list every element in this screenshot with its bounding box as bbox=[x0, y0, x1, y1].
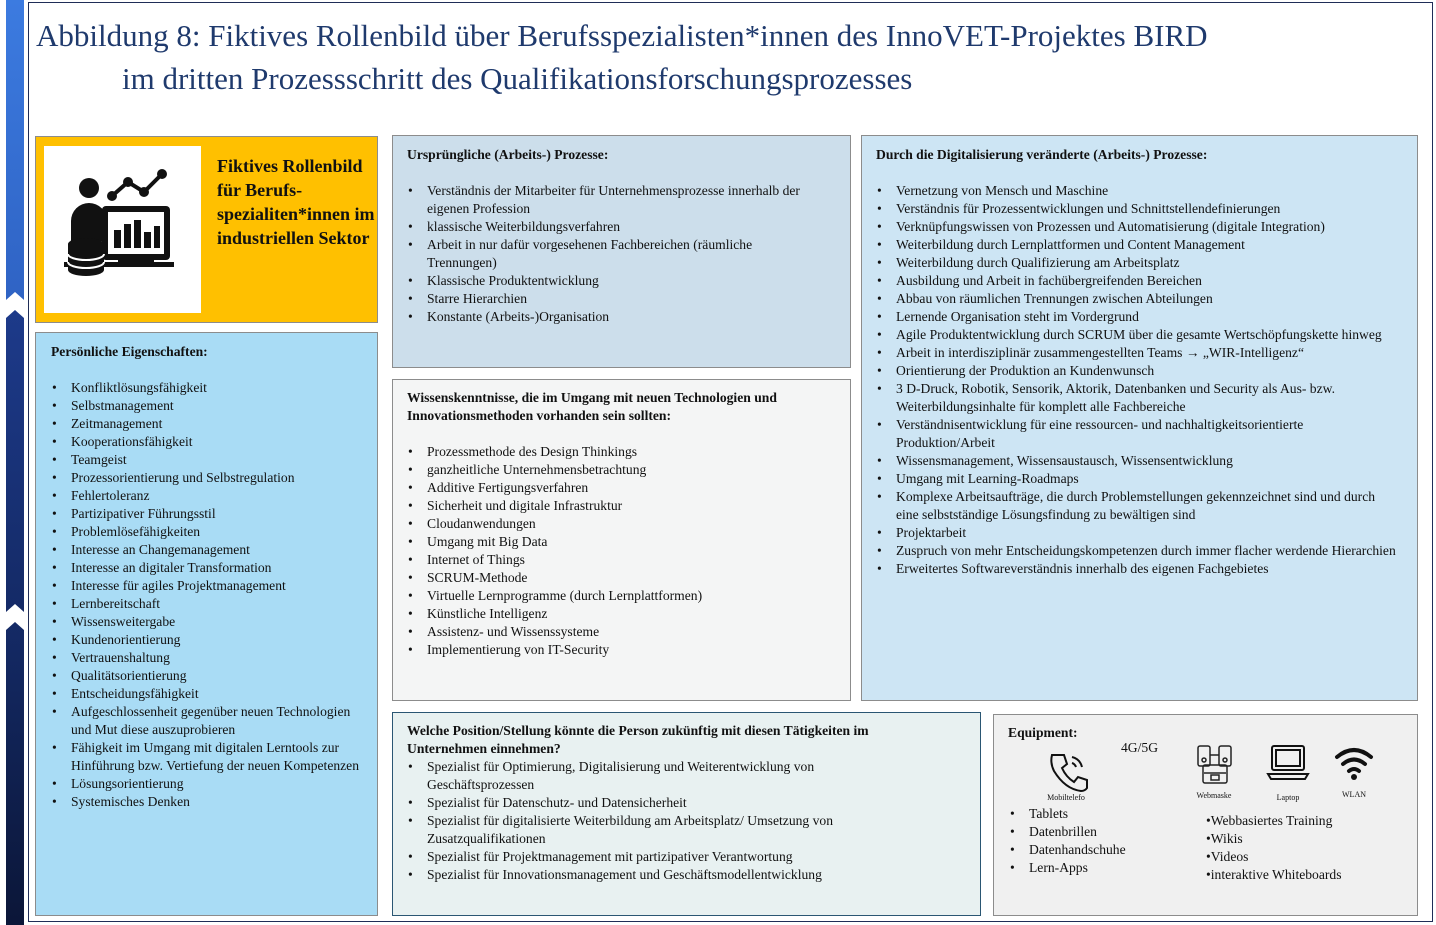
list-item: • Problemlösefähigkeiten bbox=[51, 523, 377, 541]
list-item: • klassische Weiterbildungsverfahren bbox=[407, 218, 817, 236]
list-item: • Verständnis der Mitarbeiter für Unternehmensprozesse innerhalb der eigenen Profession bbox=[407, 182, 817, 218]
digital-heading: Durch die Digitalisierung veränderte (Arbeits-) Prozesse: bbox=[876, 147, 1208, 162]
list-item: • Konstante (Arbeits-)Organisation bbox=[407, 308, 817, 326]
knowledge-box bbox=[392, 379, 851, 701]
list-item: • Spezialist für Innovationsmanagement und Geschäftsmodellentwicklung bbox=[407, 866, 887, 884]
title-line-1: Abbildung 8: Fiktives Rollenbild über Berufsspezialisten*innen des InnoVET-Projektes BIRD bbox=[36, 18, 1208, 53]
list-item: • Datenhandschuhe bbox=[1009, 841, 1189, 859]
position-list bbox=[407, 758, 887, 884]
list-item: • Cloudanwendungen bbox=[407, 515, 850, 533]
role-icon-frame bbox=[44, 146, 201, 313]
list-item: • Künstliche Intelligenz bbox=[407, 605, 850, 623]
page-title bbox=[36, 14, 1426, 100]
role-title: Fiktives Rollenbild für Berufs-spezialiten*innen im industriellen Sektor bbox=[217, 156, 375, 248]
list-item: • Fehlertoleranz bbox=[51, 487, 377, 505]
list-item: • Wissensweitergabe bbox=[51, 613, 377, 631]
list-item: • Datenbrillen bbox=[1009, 823, 1189, 841]
webmask-icon bbox=[1195, 743, 1235, 787]
list-item: •Videos bbox=[1206, 849, 1249, 864]
list-item: •Wikis bbox=[1206, 831, 1243, 846]
list-item: • Umgang mit Big Data bbox=[407, 533, 850, 551]
list-item: • Wissensmanagement, Wissensaustausch, Wissensentwicklung bbox=[876, 452, 1396, 470]
list-item: • Komplexe Arbeitsaufträge, die durch Problemstellungen gekennzeichnet sind und durch eine selbstständige Lösungsfindung zu bewältigen sind bbox=[876, 488, 1396, 524]
original-processes-box bbox=[392, 135, 851, 368]
sidebar-arrow-3 bbox=[6, 622, 24, 925]
network-label: 4G/5G bbox=[1121, 740, 1159, 755]
list-item: • Vernetzung von Mensch und Maschine bbox=[876, 182, 1396, 200]
position-box bbox=[392, 712, 981, 916]
list-item: • Abbau von räumlichen Trennungen zwischen Abteilungen bbox=[876, 290, 1396, 308]
list-item: • Spezialist für Projektmanagement mit partizipativer Verantwortung bbox=[407, 848, 887, 866]
role-box bbox=[35, 136, 378, 323]
phone-label: Mobiltelefo bbox=[1047, 793, 1085, 802]
list-item: • Vertrauenshaltung bbox=[51, 649, 377, 667]
list-item: • Interesse an digitaler Transformation bbox=[51, 559, 377, 577]
analyst-at-dashboard-icon bbox=[44, 146, 201, 313]
personal-list bbox=[51, 379, 377, 811]
original-heading: Ursprüngliche (Arbeits-) Prozesse: bbox=[407, 147, 609, 162]
list-item: • Prozessorientierung und Selbstregulation bbox=[51, 469, 377, 487]
equipment-list-media bbox=[1206, 812, 1406, 884]
list-item: • Partizipativer Führungsstil bbox=[51, 505, 377, 523]
title-line-2: im dritten Prozessschritt des Qualifikationsforschungsprozesses bbox=[122, 61, 913, 96]
list-item: • Weiterbildung durch Lernplattformen und Content Management bbox=[876, 236, 1396, 254]
list-item: • Verständnisentwicklung für eine ressourcen- und nachhaltigkeitsorientierte Produktion/Arbeit bbox=[876, 416, 1396, 452]
list-item: • Spezialist für digitalisierte Weiterbildung am Arbeitsplatz/ Umsetzung von Zusatzqualifikationen bbox=[407, 812, 887, 848]
list-item: • Lern-Apps bbox=[1009, 859, 1189, 877]
list-item: • Lernbereitschaft bbox=[51, 595, 377, 613]
webmask-label: Webmaske bbox=[1196, 791, 1232, 800]
laptop-icon bbox=[1266, 743, 1310, 783]
list-item: • Sicherheit und digitale Infrastruktur bbox=[407, 497, 850, 515]
knowledge-list bbox=[407, 443, 850, 659]
list-item: • Selbstmanagement bbox=[51, 397, 377, 415]
list-item: • Starre Hierarchien bbox=[407, 290, 817, 308]
phone-icon bbox=[1048, 751, 1088, 793]
list-item: • Fähigkeit im Umgang mit digitalen Lerntools zur Hinführung bzw. Vertiefung der neuen Kompetenzen bbox=[51, 739, 361, 775]
list-item: • Prozessmethode des Design Thinkings bbox=[407, 443, 850, 461]
wifi-label: WLAN bbox=[1342, 790, 1366, 799]
sidebar-arrow-1 bbox=[6, 0, 24, 300]
list-item: • Verknüpfungswissen von Prozessen und Automatisierung (digitale Integration) bbox=[876, 218, 1396, 236]
list-item: • Ausbildung und Arbeit in fachübergreifenden Bereichen bbox=[876, 272, 1396, 290]
list-item: • ganzheitliche Unternehmensbetrachtung bbox=[407, 461, 850, 479]
laptop-label: Laptop bbox=[1276, 793, 1300, 802]
list-item: • Spezialist für Optimierung, Digitalisierung und Weiterentwicklung von Geschäftsprozessen bbox=[407, 758, 887, 794]
list-item: • Weiterbildung durch Qualifizierung am Arbeitsplatz bbox=[876, 254, 1396, 272]
list-item: •interaktive Whiteboards bbox=[1206, 867, 1342, 882]
digital-list bbox=[876, 182, 1396, 578]
original-list bbox=[407, 182, 817, 326]
list-item: • Assistenz- und Wissenssysteme bbox=[407, 623, 850, 641]
list-item: • Orientierung der Produktion an Kundenwunsch bbox=[876, 362, 1396, 380]
list-item: • Verständnis für Prozessentwicklungen und Schnittstellendefinierungen bbox=[876, 200, 1396, 218]
list-item: • Interesse für agiles Projektmanagement bbox=[51, 577, 377, 595]
position-heading: Welche Position/Stellung könnte die Person zukünftig mit diesen Tätigkeiten im Unternehmen einnehmen? bbox=[407, 723, 869, 756]
wifi-icon bbox=[1333, 743, 1375, 781]
list-item: • Implementierung von IT-Security bbox=[407, 641, 850, 659]
list-item: • Kundenorientierung bbox=[51, 631, 377, 649]
equipment-box bbox=[993, 714, 1418, 916]
personal-traits-box bbox=[35, 332, 378, 916]
list-item: • Teamgeist bbox=[51, 451, 377, 469]
equipment-heading: Equipment: bbox=[1008, 725, 1078, 740]
list-item: • Arbeit in interdisziplinär zusammengestellten Teams → „WIR-Intelligenz“ bbox=[876, 344, 1396, 362]
list-item: • Projektarbeit bbox=[876, 524, 1396, 542]
list-item: • Arbeit in nur dafür vorgesehenen Fachbereichen (räumliche Trennungen) bbox=[407, 236, 817, 272]
list-item: • Aufgeschlossenheit gegenüber neuen Technologien und Mut diese auszuprobieren bbox=[51, 703, 361, 739]
list-item: • Kooperationsfähigkeit bbox=[51, 433, 377, 451]
list-item: • Additive Fertigungsverfahren bbox=[407, 479, 850, 497]
equipment-list-devices bbox=[1009, 805, 1189, 877]
list-item: • Systemisches Denken bbox=[51, 793, 377, 811]
list-item: • SCRUM-Methode bbox=[407, 569, 850, 587]
list-item: • Lösungsorientierung bbox=[51, 775, 377, 793]
list-item: • Erweitertes Softwareverständnis innerhalb des eigenen Fachgebietes bbox=[876, 560, 1396, 578]
list-item: • Zeitmanagement bbox=[51, 415, 377, 433]
digital-processes-box bbox=[861, 135, 1418, 701]
list-item: • Konfliktlösungsfähigkeit bbox=[51, 379, 377, 397]
knowledge-heading: Wissenskenntnisse, die im Umgang mit neuen Technologien und Innovationsmethoden vorhanden sein sollten: bbox=[407, 390, 777, 423]
list-item: •Webbasiertes Training bbox=[1206, 813, 1333, 828]
list-item: • Klassische Produktentwicklung bbox=[407, 272, 817, 290]
list-item: • Interesse an Changemanagement bbox=[51, 541, 377, 559]
list-item: • Qualitätsorientierung bbox=[51, 667, 377, 685]
sidebar-arrow-2 bbox=[6, 310, 24, 612]
list-item: • Zuspruch von mehr Entscheidungskompetenzen durch immer flacher werdende Hierarchien bbox=[876, 542, 1396, 560]
list-item: • Entscheidungsfähigkeit bbox=[51, 685, 377, 703]
list-item: • Internet of Things bbox=[407, 551, 850, 569]
list-item: • Virtuelle Lernprogramme (durch Lernplattformen) bbox=[407, 587, 850, 605]
list-item: • Spezialist für Datenschutz- und Datensicherheit bbox=[407, 794, 887, 812]
sidebar-arrows bbox=[6, 0, 24, 925]
list-item: • Tablets bbox=[1009, 805, 1189, 823]
list-item: • Lernende Organisation steht im Vordergrund bbox=[876, 308, 1396, 326]
list-item: • Agile Produktentwicklung durch SCRUM über die gesamte Wertschöpfungskette hinweg bbox=[876, 326, 1396, 344]
list-item: • 3 D-Druck, Robotik, Sensorik, Aktorik, Datenbanken und Security als Aus- bzw. Weiterbildungsinhalte für komplett alle Fachbereiche bbox=[876, 380, 1396, 416]
personal-heading: Persönliche Eigenschaften: bbox=[51, 344, 208, 359]
list-item: • Umgang mit Learning-Roadmaps bbox=[876, 470, 1396, 488]
